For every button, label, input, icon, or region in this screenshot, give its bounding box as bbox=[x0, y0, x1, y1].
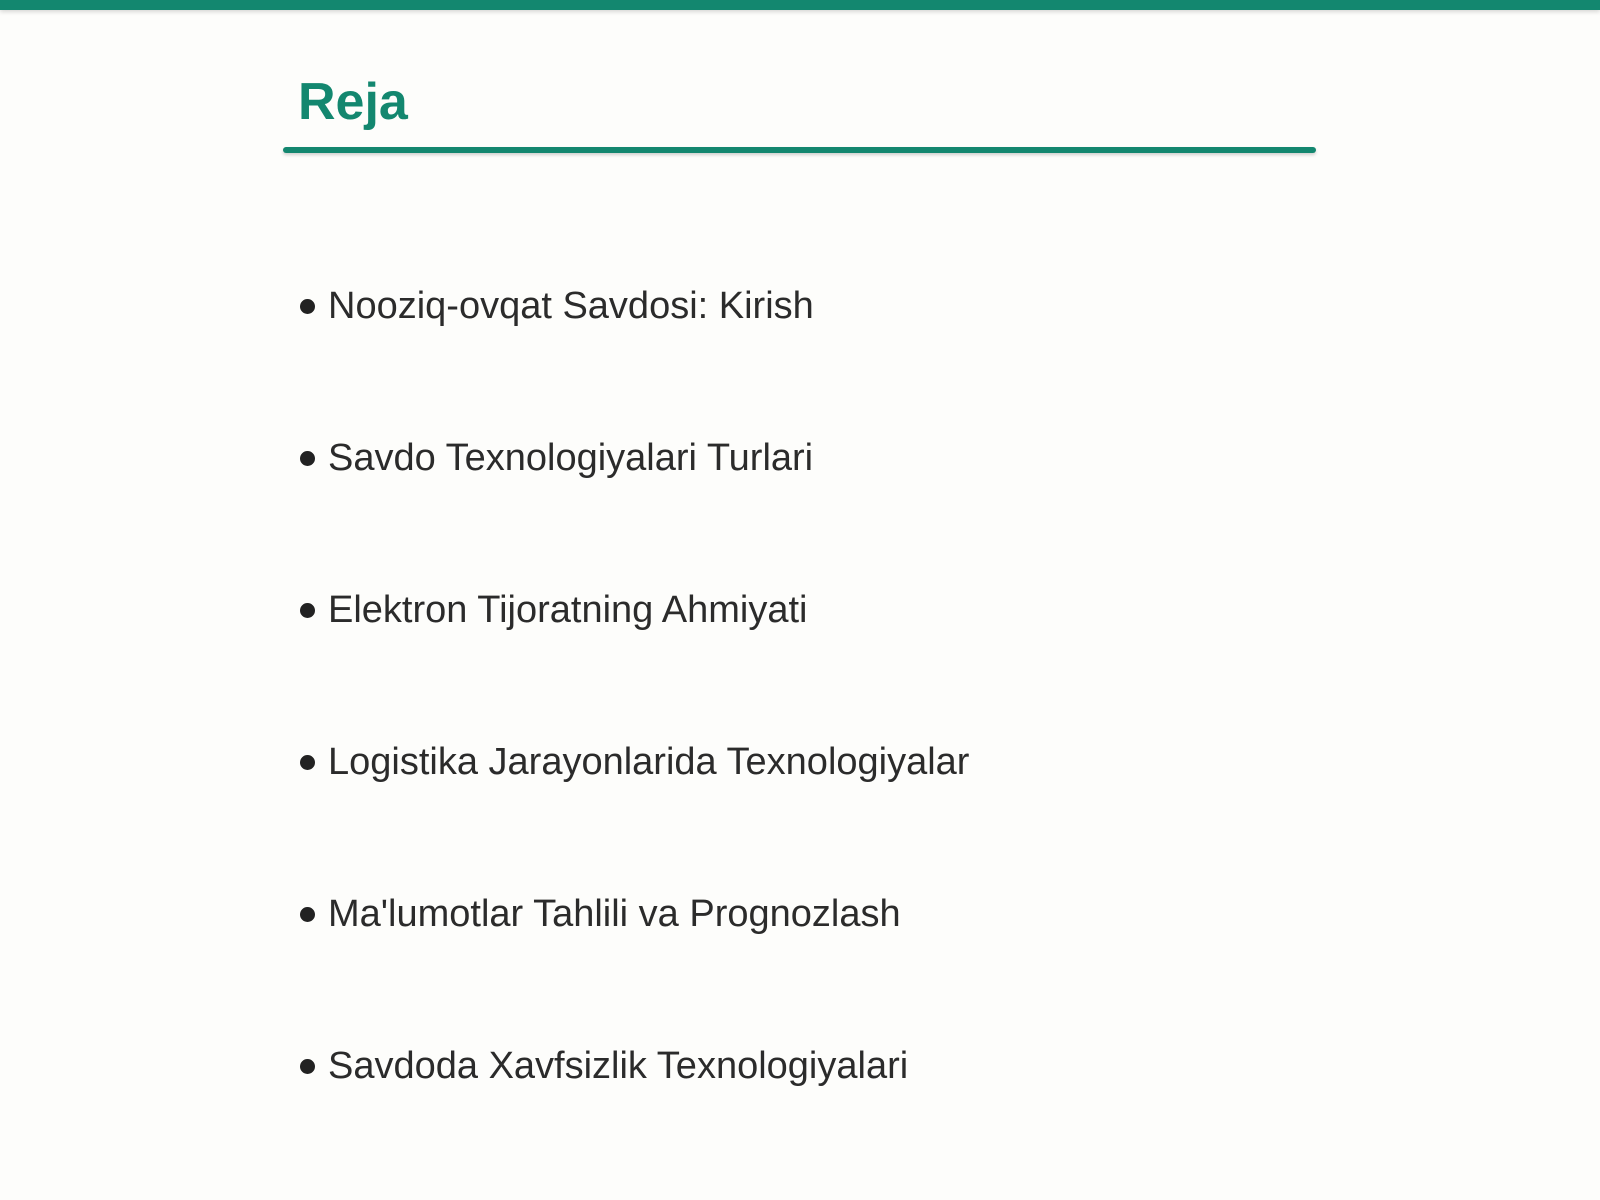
list-item bbox=[300, 886, 969, 1038]
bullet-icon bbox=[300, 451, 315, 466]
bullet-icon bbox=[300, 299, 315, 314]
bullet-icon bbox=[300, 1059, 315, 1074]
title-underline bbox=[283, 147, 1316, 153]
bullet-icon bbox=[300, 603, 315, 618]
list-item-label: Logistika Jarayonlarida Texnologiyalar bbox=[328, 741, 970, 783]
agenda-list bbox=[300, 278, 969, 1190]
list-item bbox=[300, 582, 969, 734]
bullet-icon bbox=[300, 907, 315, 922]
list-item bbox=[300, 1038, 969, 1190]
page-title: Reja bbox=[298, 73, 408, 131]
list-item-label: Savdoda Xavfsizlik Texnologiyalari bbox=[328, 1045, 909, 1087]
list-item bbox=[300, 734, 969, 886]
list-item bbox=[300, 430, 969, 582]
list-item-label: Savdo Texnologiyalari Turlari bbox=[328, 437, 814, 479]
list-item-label: Nooziq-ovqat Savdosi: Kirish bbox=[328, 285, 814, 327]
list-item-label: Elektron Tijoratning Ahmiyati bbox=[328, 589, 808, 631]
list-item bbox=[300, 278, 969, 430]
list-item-label: Ma'lumotlar Tahlili va Prognozlash bbox=[328, 893, 901, 935]
bullet-icon bbox=[300, 755, 315, 770]
